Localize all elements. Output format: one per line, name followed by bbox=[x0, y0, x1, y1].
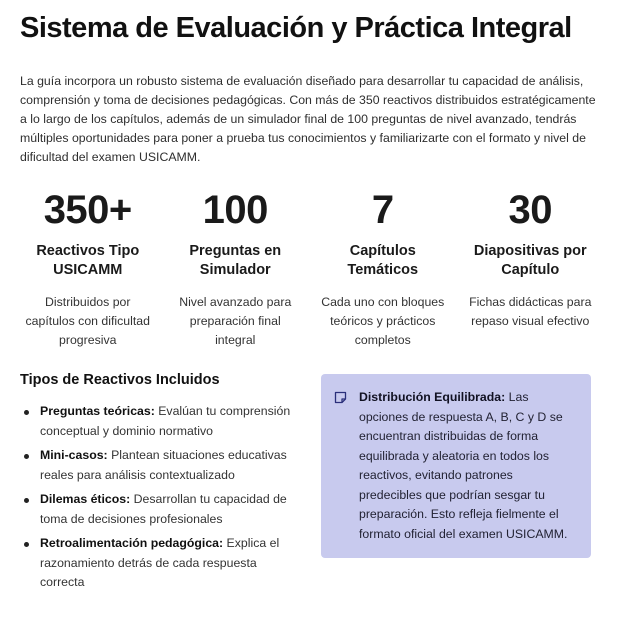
reactivo-types-list bbox=[20, 402, 295, 593]
stat-description: Distribuidos por capítulos con dificultad progresiva bbox=[25, 295, 150, 347]
bullet-icon bbox=[24, 498, 29, 503]
stat-label: Reactivos Tipo USICAMM bbox=[36, 243, 140, 278]
list-item-text: Desarrollan tu capacidad de toma de decisiones profesionales bbox=[40, 492, 287, 526]
bullet-icon bbox=[24, 410, 29, 415]
list-item bbox=[20, 402, 295, 441]
list-item-text: Evalúan tu comprensión conceptual y dominio normativo bbox=[40, 404, 291, 438]
callout-term: Distribución Equilibrada: bbox=[359, 390, 506, 404]
stats-row bbox=[14, 184, 604, 350]
list-item bbox=[20, 446, 295, 485]
callout-body: Las opciones de respuesta A, B, C y D se encuentran distribuidas de forma equilibrada y aleatoria en todos los reactivos, evitando patrones predecibles que podrían sesgar tu preparación. Esto refleja fielmente el formato oficial del examen USICAMM. bbox=[359, 390, 568, 541]
page-title: Sistema de Evaluación y Práctica Integral bbox=[20, 12, 572, 44]
section-heading: Tipos de Reactivos Incluidos bbox=[20, 372, 220, 388]
stat-description: Fichas didácticas para repaso visual efectivo bbox=[469, 295, 592, 328]
stat-reactivos bbox=[14, 184, 162, 350]
list-item-term: Mini-casos: bbox=[40, 448, 108, 462]
stat-description: Nivel avanzado para preparación final integral bbox=[179, 295, 292, 347]
stat-number: 350+ bbox=[43, 188, 132, 232]
list-item-text: Explica el razonamiento detrás de cada respuesta correcta bbox=[40, 536, 280, 589]
stat-number: 30 bbox=[508, 188, 552, 232]
list-item-term: Retroalimentación pedagógica: bbox=[40, 536, 224, 550]
stat-number: 7 bbox=[371, 188, 394, 232]
stat-simulador bbox=[162, 184, 310, 350]
list-item bbox=[20, 490, 295, 529]
stat-label: Preguntas en Simulador bbox=[189, 243, 282, 278]
bullet-icon bbox=[24, 454, 29, 459]
note-icon bbox=[334, 391, 347, 404]
stat-capitulos bbox=[309, 184, 457, 350]
list-item-term: Dilemas éticos: bbox=[40, 492, 131, 506]
distribution-callout bbox=[321, 374, 591, 558]
stat-diapositivas bbox=[457, 184, 605, 350]
bullet-icon bbox=[24, 542, 29, 547]
stat-label: Diapositivas por Capítulo bbox=[473, 243, 587, 278]
reactivo-types-section bbox=[20, 372, 295, 598]
intro-paragraph: La guía incorpora un robusto sistema de evaluación diseñado para desarrollar tu capacidad de análisis, comprensión y toma de decisiones pedagógicas. Con más de 350 reactivos distribuidos estratégicamente a lo largo de los capítulos, además de un simulador final de 100 preguntas de nivel avanzado, tendrás múltiples oportunidades para poner a prueba tus conocimientos y familiarizarte con el formato y nivel de dificultad del examen USICAMM. bbox=[20, 74, 596, 164]
stat-label: Capítulos Temáticos bbox=[347, 243, 419, 278]
list-item bbox=[20, 534, 295, 593]
callout-text bbox=[359, 388, 575, 544]
stat-number: 100 bbox=[202, 188, 268, 232]
list-item-text: Plantean situaciones educativas reales para análisis contextualizado bbox=[40, 448, 287, 482]
list-item-term: Preguntas teóricas: bbox=[40, 404, 155, 418]
stat-description: Cada uno con bloques teóricos y prácticos completos bbox=[321, 295, 445, 347]
